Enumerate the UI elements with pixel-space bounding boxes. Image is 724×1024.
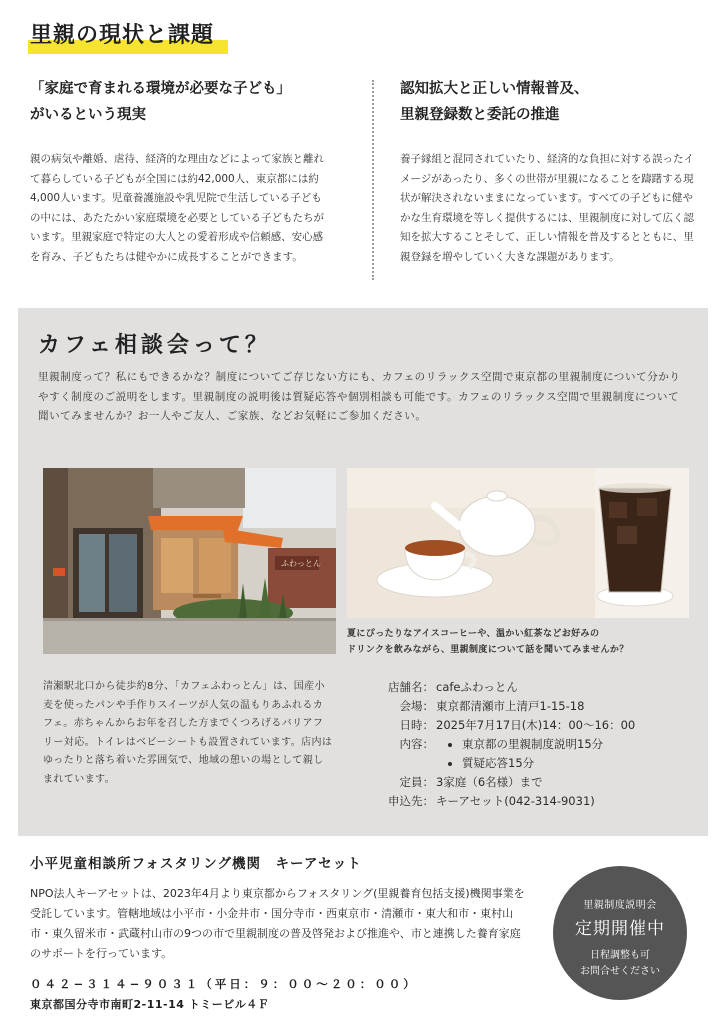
org-phone[interactable]: ０４２−３１４−９０３１（平日：９：００〜２０：００） — [30, 977, 418, 991]
detail-date-label: 日時： — [399, 718, 434, 732]
section-title — [30, 18, 214, 49]
detail-shop-value: cafeふわっとん — [436, 680, 518, 694]
detail-venue — [356, 697, 635, 716]
shop-photo — [43, 468, 336, 654]
right-body: 養子縁組と混同されていたり、経済的な負担に対する誤ったイメージがあったり、多くの世帯が里親になることを躊躇する現状が解決されないままになっています。すべての子どもに健やかな生育環境を等しく提供するには、里親制度に対して広く認知を拡大することそして、正しい情報を普及するとともに、里親登録を増やしていく大きな課題があります。 — [400, 153, 694, 263]
left-column — [30, 76, 330, 267]
content-list — [436, 735, 603, 773]
content-item: • 質疑応答15分 — [462, 754, 603, 773]
drinks-caption — [347, 626, 697, 658]
right-heading-line2: 里親登録数と委託の推進 — [400, 107, 560, 123]
drinks-photo — [347, 468, 689, 618]
event-details — [356, 678, 635, 811]
section-title-text: 里親の現状と課題 — [30, 23, 215, 48]
cafe-section — [18, 308, 708, 836]
cafe-title: カフェ相談会って？ — [38, 333, 271, 358]
left-heading-line2: がいるという現実 — [30, 107, 146, 123]
drinks-illustration — [347, 468, 689, 618]
column-divider — [372, 80, 374, 280]
left-heading — [30, 76, 330, 128]
badge-lines — [553, 948, 687, 980]
detail-apply-value: キーアセット(042-314-9031) — [436, 794, 595, 808]
org-address: 東京都国分寺市南町2-11-14 トミービル４Ｆ — [30, 998, 270, 1011]
detail-capacity — [356, 773, 635, 792]
drinks-caption-line1: 夏にぴったりなアイスコーヒーや、温かい紅茶などお好みの — [347, 629, 600, 639]
right-heading — [400, 76, 700, 128]
detail-apply — [356, 792, 635, 811]
shop-sign-text: ふわっとん — [281, 559, 321, 568]
detail-capacity-value: 3家庭（6名様）まで — [436, 775, 543, 789]
detail-shop-label: 店舗名： — [388, 680, 434, 694]
left-body: 親の病気や離婚、虐待、経済的な理由などによって家族と離れて暮らしている子どもが全国には約42,000人、東京都には約4,000人います。児童養護施設や乳児院で生活している子どもの中には、あたたかい家庭環境を必要としている子どもたちがいます。里親家庭で特定の大人との愛着形成や信頼感、安心感を育み、子どもたちは健やかに成長することができます。 — [30, 153, 324, 263]
org-title: 小平児童相談所フォスタリング機関 キーアセット — [30, 856, 362, 872]
access-description: 清瀬駅北口から徒歩約8分、「カフェふわっとん」は、国産小麦を使ったパンや手作りスイーツが人気の温もりあふれるカフェ。赤ちゃんからお年を召した方までくつろげるバリアフリー対応。トイレはベビーシートも設置されています。店内はゆったりと落ち着いた雰囲気で、地域の憩いの場として親しまれています。 — [43, 681, 333, 785]
shop-illustration — [43, 468, 336, 654]
cafe-intro: 里親制度って？私にもできるかな？制度についてご存じない方にも、カフェのリラックス空間で東京都の里親制度について分かりやすく制度のご説明をします。里親制度の説明後は質疑応答や個別相談も可能です。カフェのリラックス空間で里親制度について聞いてみませんか？お一人やご友人、ご家族、などお気軽にご参加ください。 — [38, 371, 681, 422]
detail-shop — [356, 678, 635, 697]
detail-apply-label: 申込先： — [388, 794, 434, 808]
detail-capacity-label: 定員： — [399, 775, 434, 789]
detail-content — [356, 735, 635, 773]
badge-line4: お問合せください — [580, 966, 660, 977]
drinks-caption-line2: ドリンクを飲みながら、里親制度について話を聞いてみませんか？ — [347, 645, 629, 655]
right-heading-line1: 認知拡大と正しい情報普及、 — [400, 81, 589, 97]
detail-content-label: 内容： — [399, 737, 434, 751]
detail-date-value: 2025年7月17日(木)14：00〜16：00 — [436, 718, 636, 732]
badge-line3: 日程調整も可 — [590, 950, 650, 961]
detail-venue-label: 会場： — [399, 699, 434, 713]
badge-line1: 里親制度説明会 — [583, 900, 657, 911]
detail-date — [356, 716, 635, 735]
content-item: • 東京都の里親制度説明15分 — [462, 735, 603, 754]
org-description: NPO法人キーアセットは、2023年4月より東京都からフォスタリング(里親養育包括支援)機関事業を受託しています。管轄地域は小平市・小金井市・国分寺市・西東京市・清瀬市・東大和市・東村山市・東久留米市・武蔵村山市の9つの市で里親制度の普及啓発および推進や、市と連携した養育家庭のサポートを行っています。 — [30, 887, 525, 960]
left-heading-line1: 「家庭で育まれる環境が必要な子ども」 — [30, 81, 291, 97]
regular-session-badge — [553, 866, 687, 1000]
detail-venue-value: 東京都清瀬市上清戸1-15-18 — [436, 699, 585, 713]
badge-line2: 定期開催中 — [575, 919, 665, 939]
right-column — [400, 76, 700, 267]
